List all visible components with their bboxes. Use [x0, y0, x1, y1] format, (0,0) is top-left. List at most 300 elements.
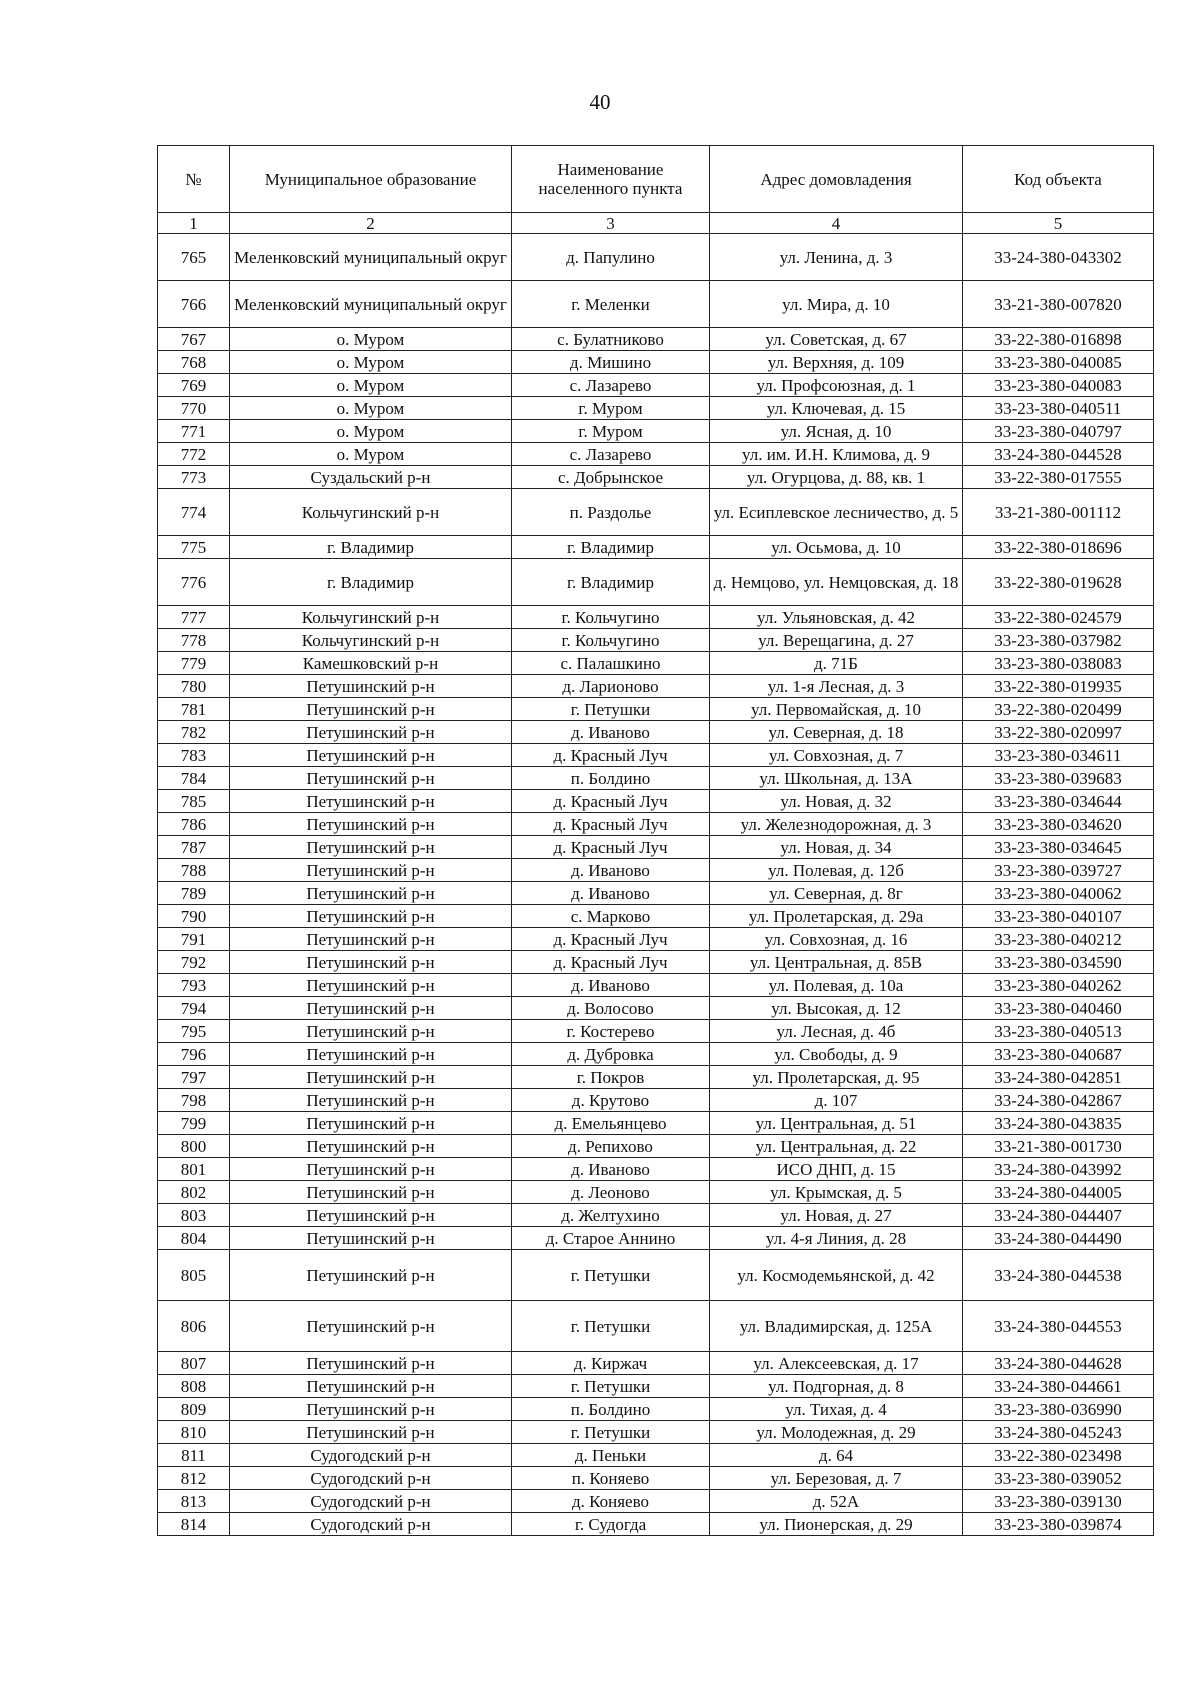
table-row — [158, 675, 1154, 698]
address-cell: ул. Крымская, д. 5 — [710, 1181, 963, 1204]
municipality-cell: Петушинский р-н — [230, 882, 512, 905]
object-code-cell: 33-23-380-040797 — [963, 420, 1154, 443]
municipality-cell: Петушинский р-н — [230, 1375, 512, 1398]
table-row — [158, 1020, 1154, 1043]
table-row — [158, 974, 1154, 997]
address-cell: ул. Ленина, д. 3 — [710, 234, 963, 281]
row-number: 782 — [158, 721, 230, 744]
object-code-cell: 33-22-380-023498 — [963, 1444, 1154, 1467]
address-cell: ул. Северная, д. 18 — [710, 721, 963, 744]
header-settlement: Наименование населенного пункта — [512, 146, 710, 213]
address-cell: ул. Подгорная, д. 8 — [710, 1375, 963, 1398]
object-code-cell: 33-23-380-034620 — [963, 813, 1154, 836]
settlement-cell: д. Красный Луч — [512, 813, 710, 836]
object-code-cell: 33-22-380-020499 — [963, 698, 1154, 721]
settlement-cell: г. Петушки — [512, 1375, 710, 1398]
object-code-cell: 33-24-380-045243 — [963, 1421, 1154, 1444]
object-code-cell: 33-23-380-034590 — [963, 951, 1154, 974]
row-number: 772 — [158, 443, 230, 466]
row-number: 785 — [158, 790, 230, 813]
object-code-cell: 33-24-380-042867 — [963, 1089, 1154, 1112]
address-cell: ул. Пролетарская, д. 29а — [710, 905, 963, 928]
municipality-cell: г. Владимир — [230, 536, 512, 559]
address-cell: ул. Центральная, д. 22 — [710, 1135, 963, 1158]
row-number: 811 — [158, 1444, 230, 1467]
object-code-cell: 33-22-380-016898 — [963, 328, 1154, 351]
address-cell: ул. Полевая, д. 10а — [710, 974, 963, 997]
municipality-cell: Камешковский р-н — [230, 652, 512, 675]
row-number: 801 — [158, 1158, 230, 1181]
municipality-cell: Судогодский р-н — [230, 1490, 512, 1513]
row-number: 776 — [158, 559, 230, 606]
object-code-cell: 33-23-380-040511 — [963, 397, 1154, 420]
table-row — [158, 767, 1154, 790]
address-cell: ул. Ульяновская, д. 42 — [710, 606, 963, 629]
object-code-cell: 33-23-380-040085 — [963, 351, 1154, 374]
object-code-cell: 33-22-380-018696 — [963, 536, 1154, 559]
object-code-cell: 33-24-380-043835 — [963, 1112, 1154, 1135]
address-cell: д. 71Б — [710, 652, 963, 675]
municipality-cell: Кольчугинский р-н — [230, 606, 512, 629]
settlement-cell: с. Палашкино — [512, 652, 710, 675]
object-code-cell: 33-23-380-040062 — [963, 882, 1154, 905]
municipality-cell: Судогодский р-н — [230, 1444, 512, 1467]
object-code-cell: 33-24-380-044553 — [963, 1301, 1154, 1352]
address-cell: ул. Лесная, д. 4б — [710, 1020, 963, 1043]
municipality-cell: Петушинский р-н — [230, 1066, 512, 1089]
address-cell: д. 52А — [710, 1490, 963, 1513]
table-row — [158, 1066, 1154, 1089]
settlement-cell: д. Ларионово — [512, 675, 710, 698]
object-code-cell: 33-23-380-040083 — [963, 374, 1154, 397]
column-number: 2 — [230, 213, 512, 234]
table-row — [158, 443, 1154, 466]
object-code-cell: 33-24-380-043992 — [963, 1158, 1154, 1181]
table-row — [158, 905, 1154, 928]
municipality-cell: Петушинский р-н — [230, 1421, 512, 1444]
municipality-cell: Петушинский р-н — [230, 997, 512, 1020]
row-number: 798 — [158, 1089, 230, 1112]
municipality-cell: Судогодский р-н — [230, 1467, 512, 1490]
table-row — [158, 1043, 1154, 1066]
row-number: 795 — [158, 1020, 230, 1043]
address-cell: ул. Ясная, д. 10 — [710, 420, 963, 443]
address-cell: ул. Верхняя, д. 109 — [710, 351, 963, 374]
row-number: 799 — [158, 1112, 230, 1135]
object-code-cell: 33-21-380-007820 — [963, 281, 1154, 328]
object-code-cell: 33-23-380-039052 — [963, 1467, 1154, 1490]
address-cell: ул. Полевая, д. 12б — [710, 859, 963, 882]
municipality-cell: Петушинский р-н — [230, 1043, 512, 1066]
row-number: 773 — [158, 466, 230, 489]
municipality-cell: Петушинский р-н — [230, 836, 512, 859]
object-code-cell: 33-22-380-019935 — [963, 675, 1154, 698]
address-cell: ул. 4-я Линия, д. 28 — [710, 1227, 963, 1250]
table-row — [158, 1352, 1154, 1375]
settlement-cell: г. Судогда — [512, 1513, 710, 1536]
row-number: 784 — [158, 767, 230, 790]
address-cell: ул. Огурцова, д. 88, кв. 1 — [710, 466, 963, 489]
table-row — [158, 606, 1154, 629]
settlement-cell: д. Красный Луч — [512, 836, 710, 859]
table-row — [158, 882, 1154, 905]
settlement-cell: д. Леоново — [512, 1181, 710, 1204]
page-number: 40 — [589, 90, 611, 114]
row-number: 806 — [158, 1301, 230, 1352]
object-code-cell: 33-23-380-037982 — [963, 629, 1154, 652]
table-row — [158, 1490, 1154, 1513]
header-row — [158, 146, 1154, 213]
column-number: 3 — [512, 213, 710, 234]
municipality-cell: Кольчугинский р-н — [230, 629, 512, 652]
address-cell: ул. Школьная, д. 13А — [710, 767, 963, 790]
municipality-cell: Петушинский р-н — [230, 675, 512, 698]
settlement-cell: п. Коняево — [512, 1467, 710, 1490]
object-code-cell: 33-23-380-039727 — [963, 859, 1154, 882]
address-cell: ул. Тихая, д. 4 — [710, 1398, 963, 1421]
header-address: Адрес домовладения — [710, 146, 963, 213]
table-row — [158, 790, 1154, 813]
table-row — [158, 397, 1154, 420]
municipality-cell: Петушинский р-н — [230, 790, 512, 813]
row-number: 807 — [158, 1352, 230, 1375]
municipality-cell: Судогодский р-н — [230, 1513, 512, 1536]
row-number: 767 — [158, 328, 230, 351]
row-number: 788 — [158, 859, 230, 882]
table-row — [158, 351, 1154, 374]
row-number: 797 — [158, 1066, 230, 1089]
table-row — [158, 1301, 1154, 1352]
row-number: 808 — [158, 1375, 230, 1398]
table-row — [158, 652, 1154, 675]
object-code-cell: 33-24-380-042851 — [963, 1066, 1154, 1089]
address-cell: ул. Первомайская, д. 10 — [710, 698, 963, 721]
address-cell: ул. Ключевая, д. 15 — [710, 397, 963, 420]
settlement-cell: д. Коняево — [512, 1490, 710, 1513]
settlement-cell: п. Болдино — [512, 1398, 710, 1421]
address-cell: ул. Мира, д. 10 — [710, 281, 963, 328]
object-code-cell: 33-23-380-034611 — [963, 744, 1154, 767]
address-cell: ул. Пролетарская, д. 95 — [710, 1066, 963, 1089]
settlement-cell: д. Дубровка — [512, 1043, 710, 1066]
object-code-cell: 33-23-380-040513 — [963, 1020, 1154, 1043]
object-code-cell: 33-23-380-040107 — [963, 905, 1154, 928]
municipality-cell: Кольчугинский р-н — [230, 489, 512, 536]
address-cell: ул. Совхозная, д. 7 — [710, 744, 963, 767]
municipality-cell: Петушинский р-н — [230, 1352, 512, 1375]
settlement-cell: д. Красный Луч — [512, 951, 710, 974]
table-row — [158, 1135, 1154, 1158]
settlement-cell: д. Красный Луч — [512, 790, 710, 813]
municipality-cell: Петушинский р-н — [230, 859, 512, 882]
municipality-cell: Петушинский р-н — [230, 1158, 512, 1181]
settlement-cell: г. Петушки — [512, 698, 710, 721]
settlement-cell: д. Крутово — [512, 1089, 710, 1112]
address-cell: ул. Березовая, д. 7 — [710, 1467, 963, 1490]
row-number: 779 — [158, 652, 230, 675]
object-code-cell: 33-24-380-043302 — [963, 234, 1154, 281]
address-cell: ул. Верещагина, д. 27 — [710, 629, 963, 652]
settlement-cell: д. Емельянцево — [512, 1112, 710, 1135]
address-cell: ИСО ДНП, д. 15 — [710, 1158, 963, 1181]
row-number: 768 — [158, 351, 230, 374]
settlement-cell: д. Иваново — [512, 859, 710, 882]
settlement-cell: д. Папулино — [512, 234, 710, 281]
municipality-cell: Петушинский р-н — [230, 813, 512, 836]
municipality-cell: Петушинский р-н — [230, 1227, 512, 1250]
row-number: 793 — [158, 974, 230, 997]
municipality-cell: Петушинский р-н — [230, 928, 512, 951]
address-cell: ул. Профсоюзная, д. 1 — [710, 374, 963, 397]
municipality-cell: о. Муром — [230, 397, 512, 420]
table-row — [158, 928, 1154, 951]
table-row — [158, 1375, 1154, 1398]
table-row — [158, 1089, 1154, 1112]
table-row — [158, 559, 1154, 606]
table-row — [158, 744, 1154, 767]
object-code-cell: 33-23-380-039874 — [963, 1513, 1154, 1536]
registry-table — [157, 145, 1154, 1536]
settlement-cell: д. Иваново — [512, 974, 710, 997]
address-cell: ул. Высокая, д. 12 — [710, 997, 963, 1020]
table-row — [158, 1421, 1154, 1444]
column-number: 5 — [963, 213, 1154, 234]
settlement-cell: с. Булатниково — [512, 328, 710, 351]
row-number: 778 — [158, 629, 230, 652]
municipality-cell: Петушинский р-н — [230, 1112, 512, 1135]
table-row — [158, 466, 1154, 489]
municipality-cell: о. Муром — [230, 328, 512, 351]
row-number: 777 — [158, 606, 230, 629]
settlement-cell: д. Волосово — [512, 997, 710, 1020]
object-code-cell: 33-24-380-044661 — [963, 1375, 1154, 1398]
address-cell: д. 107 — [710, 1089, 963, 1112]
municipality-cell: Петушинский р-н — [230, 1181, 512, 1204]
object-code-cell: 33-24-380-044538 — [963, 1250, 1154, 1301]
municipality-cell: Петушинский р-н — [230, 1089, 512, 1112]
table-row — [158, 698, 1154, 721]
row-number: 791 — [158, 928, 230, 951]
table-row — [158, 951, 1154, 974]
address-cell: ул. Космодемьянской, д. 42 — [710, 1250, 963, 1301]
settlement-cell: г. Владимир — [512, 559, 710, 606]
address-cell: ул. Есиплевское лесничество, д. 5 — [710, 489, 963, 536]
settlement-cell: д. Иваново — [512, 1158, 710, 1181]
settlement-cell: г. Кольчугино — [512, 629, 710, 652]
row-number: 813 — [158, 1490, 230, 1513]
row-number: 771 — [158, 420, 230, 443]
address-cell: ул. Железнодорожная, д. 3 — [710, 813, 963, 836]
settlement-cell: г. Петушки — [512, 1250, 710, 1301]
address-cell: ул. Свободы, д. 9 — [710, 1043, 963, 1066]
address-cell: ул. Советская, д. 67 — [710, 328, 963, 351]
table-row — [158, 629, 1154, 652]
settlement-cell: г. Кольчугино — [512, 606, 710, 629]
settlement-cell: д. Киржач — [512, 1352, 710, 1375]
row-number: 781 — [158, 698, 230, 721]
table-row — [158, 1112, 1154, 1135]
row-number: 812 — [158, 1467, 230, 1490]
row-number: 769 — [158, 374, 230, 397]
settlement-cell: д. Старое Аннино — [512, 1227, 710, 1250]
settlement-cell: д. Красный Луч — [512, 744, 710, 767]
table-row — [158, 836, 1154, 859]
object-code-cell: 33-22-380-020997 — [963, 721, 1154, 744]
row-number: 780 — [158, 675, 230, 698]
municipality-cell: Петушинский р-н — [230, 767, 512, 790]
row-number: 810 — [158, 1421, 230, 1444]
address-cell: ул. Алексеевская, д. 17 — [710, 1352, 963, 1375]
header-object-code: Код объекта — [963, 146, 1154, 213]
address-cell: ул. Центральная, д. 51 — [710, 1112, 963, 1135]
table-row — [158, 813, 1154, 836]
table-row — [158, 281, 1154, 328]
municipality-cell: о. Муром — [230, 443, 512, 466]
row-number: 804 — [158, 1227, 230, 1250]
municipality-cell: Петушинский р-н — [230, 721, 512, 744]
municipality-cell: Петушинский р-н — [230, 905, 512, 928]
object-code-cell: 33-23-380-040212 — [963, 928, 1154, 951]
municipality-cell: Меленковский муниципальный округ — [230, 234, 512, 281]
address-cell: ул. Центральная, д. 85В — [710, 951, 963, 974]
municipality-cell: о. Муром — [230, 374, 512, 397]
address-cell: ул. Пионерская, д. 29 — [710, 1513, 963, 1536]
address-cell: ул. 1-я Лесная, д. 3 — [710, 675, 963, 698]
settlement-cell: г. Покров — [512, 1066, 710, 1089]
row-number: 794 — [158, 997, 230, 1020]
table-row — [158, 1227, 1154, 1250]
settlement-cell: д. Мишино — [512, 351, 710, 374]
municipality-cell: Петушинский р-н — [230, 951, 512, 974]
settlement-cell: д. Желтухино — [512, 1204, 710, 1227]
table-row — [158, 859, 1154, 882]
row-number: 790 — [158, 905, 230, 928]
object-code-cell: 33-22-380-017555 — [963, 466, 1154, 489]
municipality-cell: Петушинский р-н — [230, 1398, 512, 1421]
address-cell: ул. Осьмова, д. 10 — [710, 536, 963, 559]
settlement-cell: г. Муром — [512, 420, 710, 443]
object-code-cell: 33-23-380-036990 — [963, 1398, 1154, 1421]
settlement-cell: г. Петушки — [512, 1301, 710, 1352]
table-row — [158, 234, 1154, 281]
object-code-cell: 33-23-380-039683 — [963, 767, 1154, 790]
address-cell: ул. Новая, д. 27 — [710, 1204, 963, 1227]
table-row — [158, 489, 1154, 536]
table-row — [158, 1181, 1154, 1204]
settlement-cell: п. Болдино — [512, 767, 710, 790]
header-number: № — [158, 146, 230, 213]
table-row — [158, 997, 1154, 1020]
table-row — [158, 1513, 1154, 1536]
row-number: 783 — [158, 744, 230, 767]
settlement-cell: д. Репихово — [512, 1135, 710, 1158]
municipality-cell: Петушинский р-н — [230, 1250, 512, 1301]
address-cell: ул. Северная, д. 8г — [710, 882, 963, 905]
object-code-cell: 33-21-380-001112 — [963, 489, 1154, 536]
row-number: 796 — [158, 1043, 230, 1066]
address-cell: д. 64 — [710, 1444, 963, 1467]
address-cell: ул. Новая, д. 34 — [710, 836, 963, 859]
row-number: 786 — [158, 813, 230, 836]
row-number: 803 — [158, 1204, 230, 1227]
address-cell: ул. Молодежная, д. 29 — [710, 1421, 963, 1444]
object-code-cell: 33-23-380-034645 — [963, 836, 1154, 859]
row-number: 765 — [158, 234, 230, 281]
settlement-cell: д. Иваново — [512, 721, 710, 744]
settlement-cell: п. Раздолье — [512, 489, 710, 536]
address-cell: д. Немцово, ул. Немцовская, д. 18 — [710, 559, 963, 606]
municipality-cell: Суздальский р-н — [230, 466, 512, 489]
municipality-cell: о. Муром — [230, 351, 512, 374]
object-code-cell: 33-23-380-040687 — [963, 1043, 1154, 1066]
settlement-cell: с. Лазарево — [512, 443, 710, 466]
settlement-cell: г. Муром — [512, 397, 710, 420]
row-number: 809 — [158, 1398, 230, 1421]
column-number: 4 — [710, 213, 963, 234]
object-code-cell: 33-21-380-001730 — [963, 1135, 1154, 1158]
row-number: 792 — [158, 951, 230, 974]
settlement-cell: д. Красный Луч — [512, 928, 710, 951]
object-code-cell: 33-23-380-039130 — [963, 1490, 1154, 1513]
table-row — [158, 536, 1154, 559]
settlement-cell: г. Меленки — [512, 281, 710, 328]
settlement-cell: д. Пеньки — [512, 1444, 710, 1467]
row-number: 789 — [158, 882, 230, 905]
object-code-cell: 33-23-380-034644 — [963, 790, 1154, 813]
object-code-cell: 33-24-380-044528 — [963, 443, 1154, 466]
settlement-cell: с. Добрынское — [512, 466, 710, 489]
object-code-cell: 33-24-380-044005 — [963, 1181, 1154, 1204]
table-row — [158, 1204, 1154, 1227]
address-cell: ул. Новая, д. 32 — [710, 790, 963, 813]
row-number: 774 — [158, 489, 230, 536]
row-number: 770 — [158, 397, 230, 420]
table-row — [158, 721, 1154, 744]
row-number: 775 — [158, 536, 230, 559]
municipality-cell: Петушинский р-н — [230, 698, 512, 721]
municipality-cell: Петушинский р-н — [230, 744, 512, 767]
object-code-cell: 33-22-380-019628 — [963, 559, 1154, 606]
column-number: 1 — [158, 213, 230, 234]
row-number: 766 — [158, 281, 230, 328]
municipality-cell: Петушинский р-н — [230, 1020, 512, 1043]
column-number-row — [158, 213, 1154, 234]
municipality-cell: Меленковский муниципальный округ — [230, 281, 512, 328]
address-cell: ул. им. И.Н. Климова, д. 9 — [710, 443, 963, 466]
table-row — [158, 1444, 1154, 1467]
table-row — [158, 328, 1154, 351]
header-municipality: Муниципальное образование — [230, 146, 512, 213]
object-code-cell: 33-24-380-044407 — [963, 1204, 1154, 1227]
object-code-cell: 33-23-380-038083 — [963, 652, 1154, 675]
row-number: 805 — [158, 1250, 230, 1301]
municipality-cell: Петушинский р-н — [230, 1135, 512, 1158]
municipality-cell: Петушинский р-н — [230, 974, 512, 997]
object-code-cell: 33-24-380-044490 — [963, 1227, 1154, 1250]
table-row — [158, 420, 1154, 443]
table-row — [158, 374, 1154, 397]
object-code-cell: 33-22-380-024579 — [963, 606, 1154, 629]
settlement-cell: г. Владимир — [512, 536, 710, 559]
settlement-cell: с. Марково — [512, 905, 710, 928]
municipality-cell: Петушинский р-н — [230, 1204, 512, 1227]
object-code-cell: 33-24-380-044628 — [963, 1352, 1154, 1375]
settlement-cell: с. Лазарево — [512, 374, 710, 397]
address-cell: ул. Совхозная, д. 16 — [710, 928, 963, 951]
row-number: 800 — [158, 1135, 230, 1158]
table-row — [158, 1250, 1154, 1301]
municipality-cell: о. Муром — [230, 420, 512, 443]
